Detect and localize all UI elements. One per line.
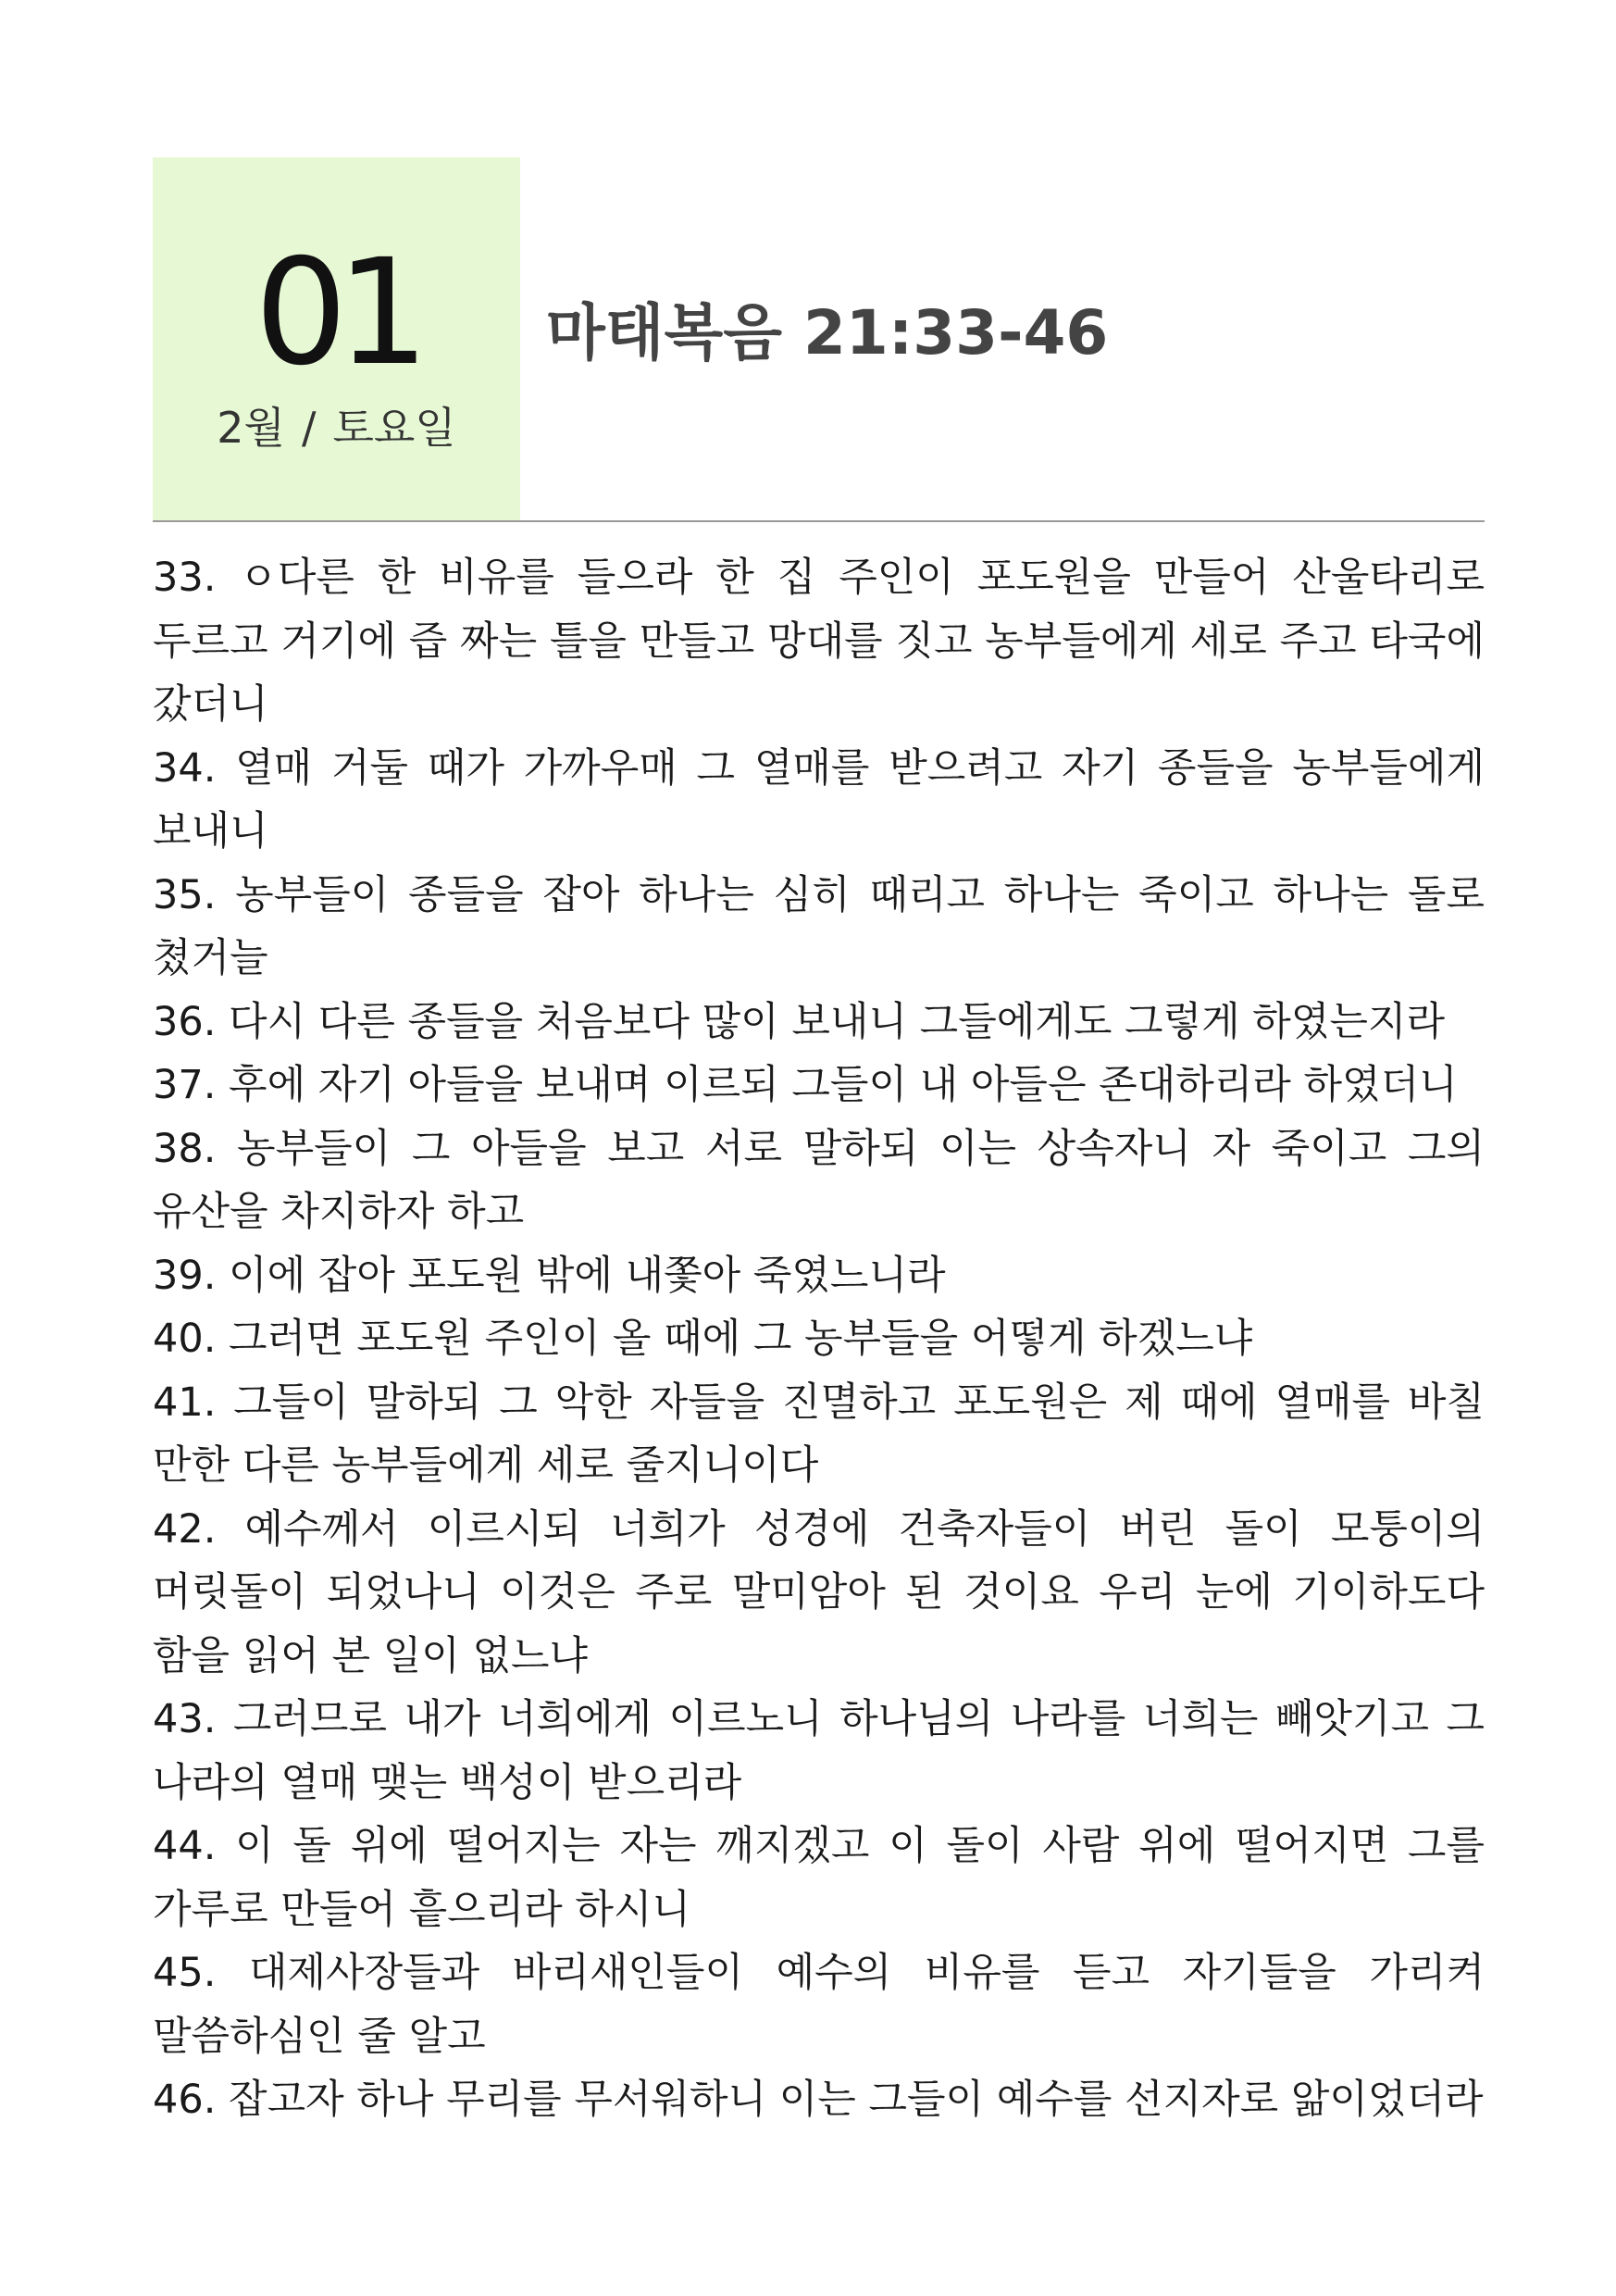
- verse-34: 34. 열매 거둘 때가 가까우매 그 열매를 받으려고 자기 종들을 농부들에게 보내니: [153, 744, 1485, 855]
- verse-40: 40. 그러면 포도원 주인이 올 때에 그 농부들을 어떻게 하겠느냐: [153, 1316, 1253, 1362]
- month-weekday: [217, 402, 456, 454]
- header-divider: [153, 520, 1485, 522]
- scripture-reference: 마태복음 21:33-46: [546, 297, 1109, 368]
- verse-33: 33. ㅇ다른 한 비유를 들으라 한 집 주인이 포도원을 만들어 산울타리로 두르고 거기에 즙 짜는 틀을 만들고 망대를 짓고 농부들에게 세로 주고 타국에 갔더니: [153, 555, 1485, 728]
- verse-42: 42. 예수께서 이르시되 너희가 성경에 건축자들이 버린 돌이 모퉁이의 머릿돌이 되었나니 이것은 주로 말미암아 된 것이요 우리 눈에 기이하도다 함을 읽어 본 일이 없느냐: [153, 1505, 1485, 1679]
- date-separator: /: [301, 403, 317, 453]
- verse-44: 44. 이 돌 위에 떨어지는 자는 깨지겠고 이 돌이 사람 위에 떨어지면 그를 가루로 만들어 흩으리라 하시니: [153, 1823, 1485, 1933]
- month-label: 2월: [217, 403, 285, 453]
- verse-list: [153, 546, 1485, 2132]
- verse-43: 43. 그러므로 내가 너희에게 이르노니 하나님의 나라를 너희는 빼앗기고 그 나라의 열매 맺는 백성이 받으리라: [153, 1696, 1485, 1806]
- date-box: [153, 157, 520, 520]
- verse-35: 35. 농부들이 종들을 잡아 하나는 심히 때리고 하나는 죽이고 하나는 돌로 쳤거늘: [153, 871, 1485, 981]
- weekday-label: 토요일: [332, 403, 456, 453]
- verse-41: 41. 그들이 말하되 그 악한 자들을 진멸하고 포도원은 제 때에 열매를 바칠 만한 다른 농부들에게 세로 줄지니이다: [153, 1379, 1485, 1489]
- verse-45: 45. 대제사장들과 바리새인들이 예수의 비유를 듣고 자기들을 가리켜 말씀하심인 줄 알고: [153, 1950, 1485, 2060]
- verse-36: 36. 다시 다른 종들을 처음보다 많이 보내니 그들에게도 그렇게 하였는지라: [153, 998, 1446, 1045]
- verse-39: 39. 이에 잡아 포도원 밖에 내쫓아 죽였느니라: [153, 1252, 946, 1299]
- verse-37: 37. 후에 자기 아들을 보내며 이르되 그들이 내 아들은 존대하리라 하였더니: [153, 1062, 1458, 1108]
- verse-38: 38. 농부들이 그 아들을 보고 서로 말하되 이는 상속자니 자 죽이고 그의 유산을 차지하자 하고: [153, 1125, 1485, 1235]
- day-number: 01: [254, 228, 419, 398]
- verse-46: 46. 잡고자 하나 무리를 무서워하니 이는 그들이 예수를 선지자로 앎이었더라: [153, 2077, 1484, 2123]
